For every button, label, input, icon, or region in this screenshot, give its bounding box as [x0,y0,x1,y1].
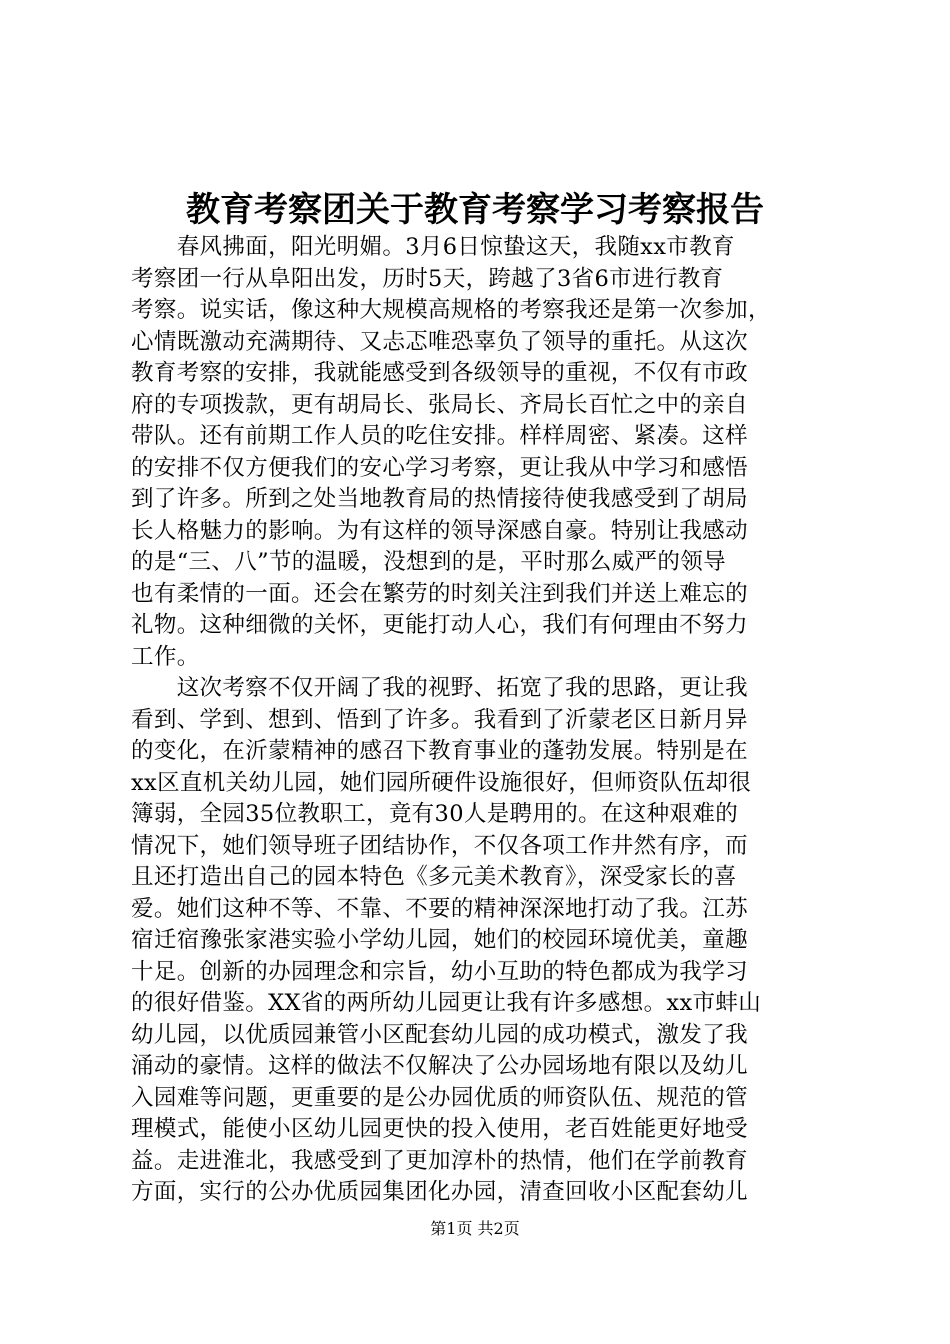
body-text-line: 府的专项拨款，更有胡局长、张局长、齐局长百忙之中的亲自 [131,391,748,418]
body-text-line: 这次考察不仅开阔了我的视野、拓宽了我的思路，更让我 [131,675,748,701]
body-text-line: 的安排不仅方便我们的安心学习考察，更让我从中学习和感悟 [131,454,748,481]
body-text-line: 工作。 [131,643,200,670]
body-text-line: 理模式，能使小区幼儿园更快的投入使用，老百姓能更好地受 [131,1116,748,1142]
body-text-line: 的很好借鉴。XX省的两所幼儿园更让我有许多感想。xx市蚌山 [131,990,762,1016]
document-title: 教育考察团关于教育考察学习考察报告 [186,190,764,230]
body-text-line: 幼儿园，以优质园兼管小区配套幼儿园的成功模式，激发了我 [131,1021,748,1048]
document-body [131,232,831,1209]
body-text-line: 入园难等问题，更重要的是公办园优质的师资队伍、规范的管 [131,1084,748,1111]
body-text-line: 的是“三、八”节的温暖，没想到的是，平时那么威严的领导 [131,549,726,575]
body-text-line: 涌动的豪情。这样的做法不仅解决了公办园场地有限以及幼儿 [131,1053,748,1079]
page-number-footer: 第1页 共2页 [430,1219,520,1238]
body-text-line: 心情既激动充满期待、又忐忑唯恐辜负了领导的重托。从这次 [131,328,748,355]
body-text-line: 考察。说实话，像这种大规模高规格的考察我还是第一次参加， [131,297,771,323]
body-text-line: 情况下，她们领导班子团结协作，不仅各项工作井然有序，而 [131,832,748,859]
body-text-line: 到了许多。所到之处当地教育局的热情接待使我感受到了胡局 [131,486,748,512]
body-text-line: 看到、学到、想到、悟到了许多。我看到了沂蒙老区日新月异 [131,706,748,733]
body-text-line: 宿迁宿豫张家港实验小学幼儿园，她们的校园环境优美，童趣 [131,927,748,953]
body-text-line: 方面，实行的公办优质园集团化办园，清查回收小区配套幼儿 [131,1179,748,1205]
body-text-line: 簿弱，全园35位教职工，竟有30人是聘用的。在这种艰难的 [131,801,739,827]
body-text-line: 益。走进淮北，我感受到了更加淳朴的热情，他们在学前教育 [131,1147,748,1174]
body-text-line: 爱。她们这种不等、不靠、不要的精神深深地打动了我。江苏 [131,895,748,922]
body-text-line: 且还打造出自己的园本特色《多元美术教育》，深受家长的喜 [131,864,737,890]
body-text-line: 春风拂面，阳光明媚。3月6日惊蛰这天，我随xx市教育 [131,234,735,260]
body-text-line: 考察团一行从阜阳出发，历时5天，跨越了3省6市进行教育 [131,265,724,292]
body-text-line: 长人格魅力的影响。为有这样的领导深感自豪。特别让我感动 [131,517,748,544]
body-text-line: 带队。还有前期工作人员的吃住安排。样样周密、紧凑。这样 [131,423,748,449]
body-text-line: 礼物。这种细微的关怀，更能打动人心，我们有何理由不努力 [131,612,748,638]
body-text-line: 也有柔情的一面。还会在繁劳的时刻关注到我们并送上难忘的 [131,580,748,607]
body-text-line: 教育考察的安排，我就能感受到各级领导的重视，不仅有市政 [131,360,748,386]
body-text-line: 十足。创新的办园理念和宗旨，幼小互助的特色都成为我学习 [131,958,748,985]
body-text-line: xx区直机关幼儿园，她们园所硬件设施很好，但师资队伍却很 [131,769,752,796]
body-text-line: 的变化，在沂蒙精神的感召下教育事业的蓬勃发展。特别是在 [131,738,748,764]
